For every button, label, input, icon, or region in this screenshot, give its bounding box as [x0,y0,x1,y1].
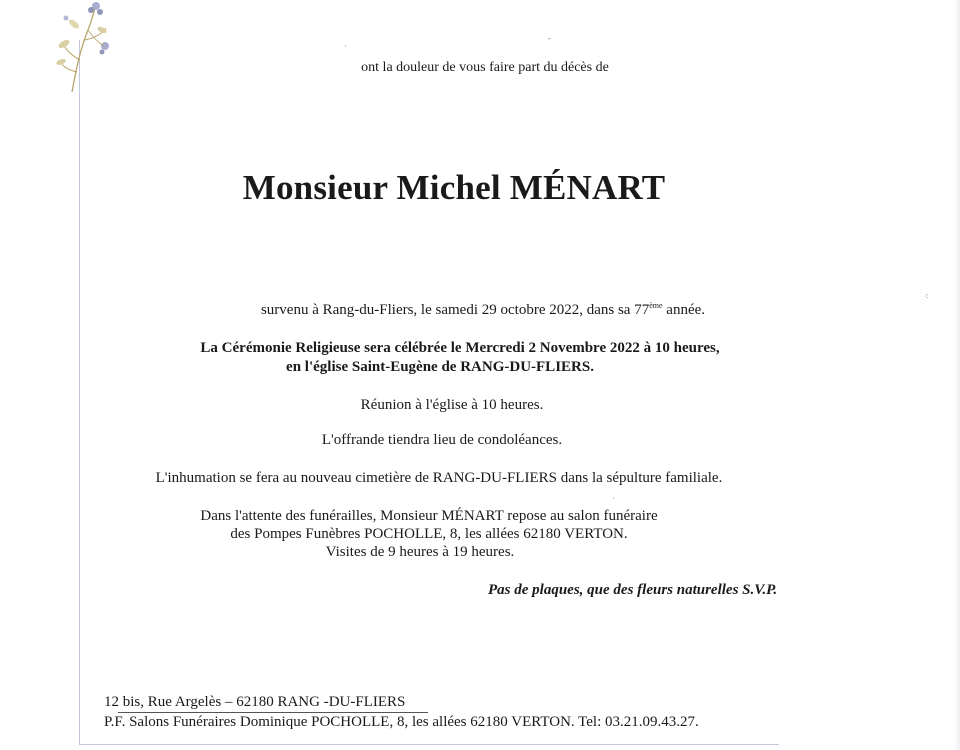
reunion-text: Réunion à l'église à 10 heures. [360,397,544,413]
scan-speck: ⁖ [924,292,929,301]
ceremony-line-2: en l'église Saint-Eugène de RANG-DU-FLIERS. [286,359,594,375]
scan-speck: · [344,42,347,51]
death-notice [3,302,960,319]
funeral-home-footer: P.F. Salons Funéraires Dominique POCHOLLE, 8, les allées 62180 VERTON. Tel: 03.21.09.43.27. [104,714,699,730]
death-notice-end: année. [662,302,706,318]
intro-text: ont la douleur de vous faire part du décès de [361,60,609,75]
scan-speck: - [548,34,551,43]
rest-line-1: Dans l'attente des funérailles, Monsieur MÉNART repose au salon funéraire [200,508,658,524]
burial-text: L'inhumation se fera au nouveau cimetière de RANG-DU-FLIERS dans la sépulture familiale. [155,470,723,486]
floral-sprig-icon [50,0,120,95]
ordinal-suffix: ème [649,301,663,310]
family-address: 12 bis, Rue Argelès – 62180 RANG -DU-FLIERS [104,694,406,710]
page-edge [954,0,960,750]
ceremony-line-1: La Cérémonie Religieuse sera célébrée le Mercredi 2 Novembre 2022 à 10 heures, [200,340,720,356]
offering-text: L'offrande tiendra lieu de condoléances. [321,432,563,448]
scan-speck: · [612,494,615,503]
deceased-name: Monsieur Michel MÉNART [242,168,666,207]
death-notice-text: survenu à Rang-du-Fliers, le samedi 29 octobre 2022, dans sa 77 [260,302,650,318]
footer-rule [118,712,428,713]
visits-text: Visites de 9 heures à 19 heures. [325,544,515,560]
bottom-border-line [79,744,779,745]
left-border-line [79,40,80,745]
rest-line-2: des Pompes Funèbres POCHOLLE, 8, les allées 62180 VERTON. [230,526,628,542]
flowers-note: Pas de plaques, que des fleurs naturelles S.V.P. [488,582,778,598]
